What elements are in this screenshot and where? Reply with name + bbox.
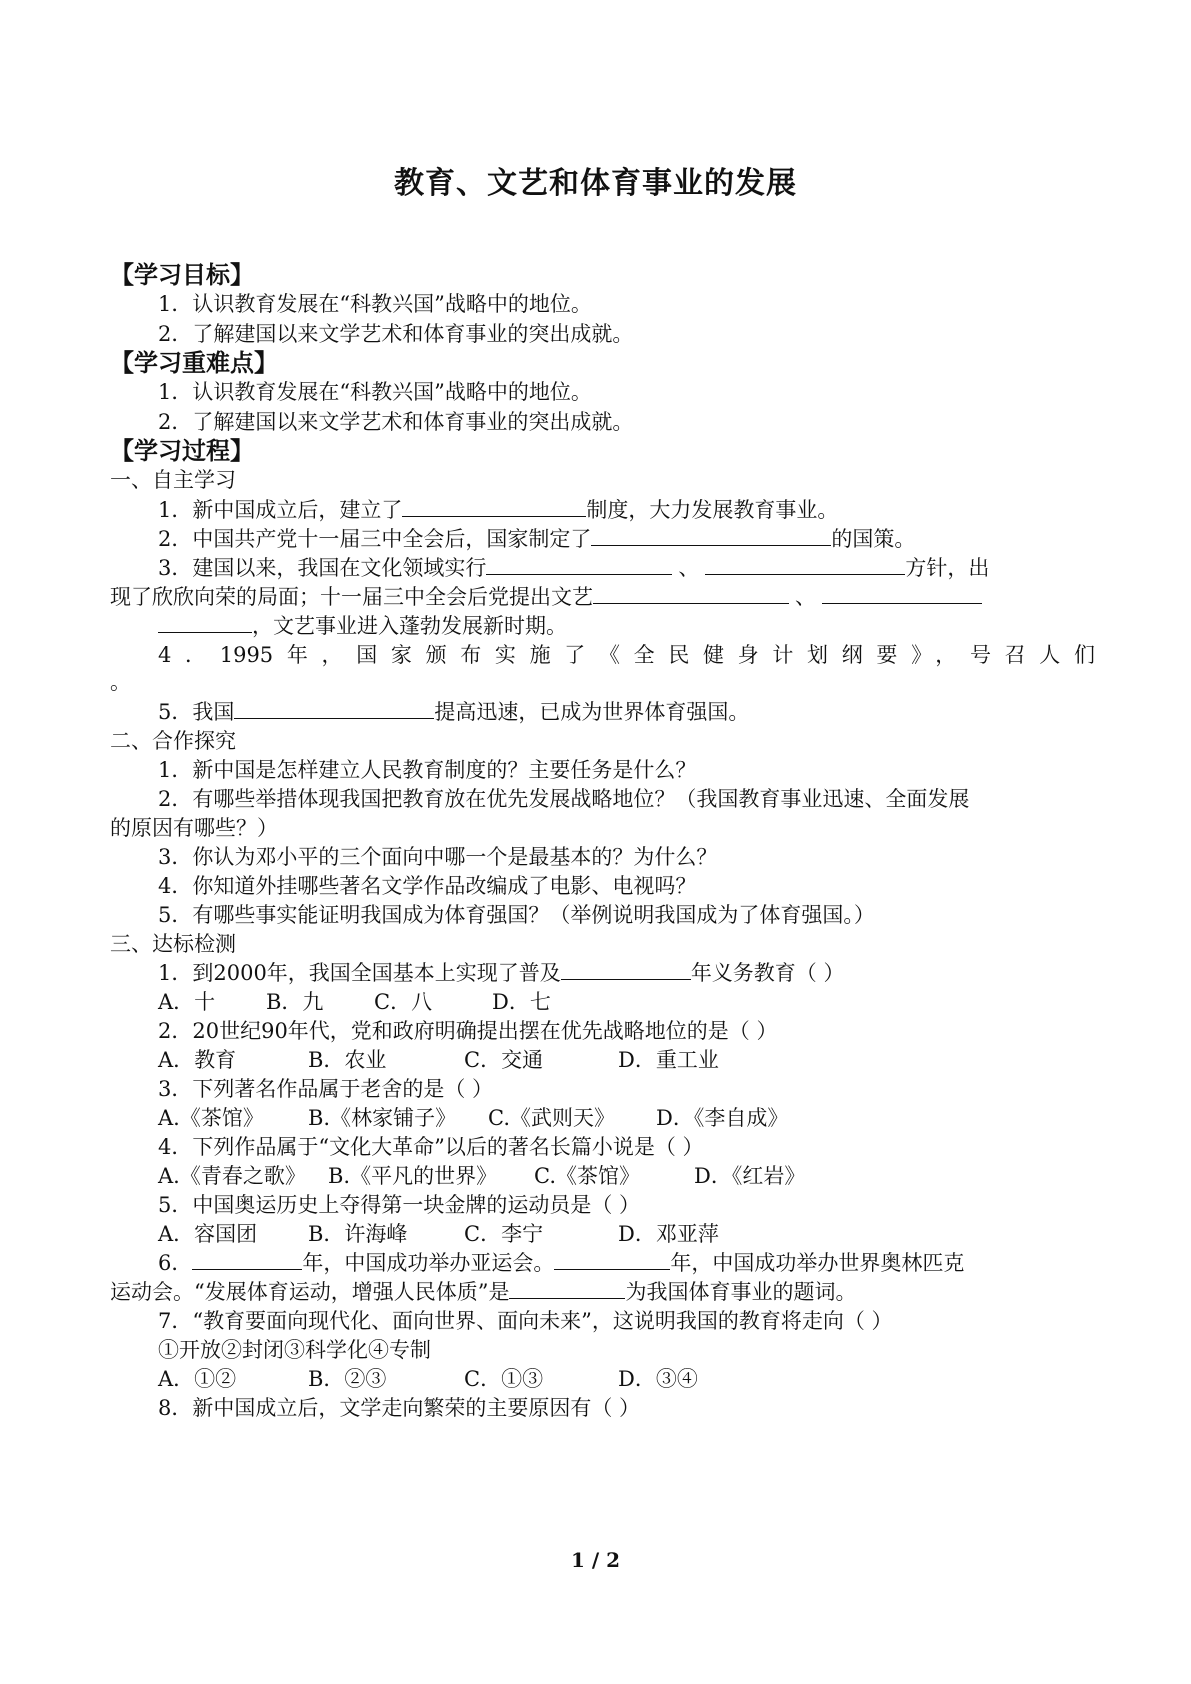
test-q6-text-a: 6． <box>158 1251 193 1275</box>
test-q7: 7．“教育要面向现代化、面向世界、面向未来”，这说明我国的教育将走向（ ） <box>158 1309 893 1333</box>
option-a[interactable]: A．容国团 <box>158 1222 258 1246</box>
self-study-q3-line1 <box>158 554 1095 582</box>
test-q7-choices: ①开放②封闭③科学化④专制 <box>158 1338 431 1362</box>
option-c[interactable]: C．①③ <box>464 1367 544 1391</box>
self-study-q2 <box>158 525 1095 553</box>
fill-blank[interactable] <box>234 698 434 719</box>
option-d[interactable]: D．《李自成》 <box>656 1106 789 1130</box>
self-study-q5-text-b: 提高迅速，已成为世界体育强国。 <box>434 700 750 724</box>
self-study-q3-line2 <box>110 583 1095 611</box>
self-study-q5-text-a: 5．我国 <box>158 700 235 724</box>
self-study-q3-line3 <box>158 612 1095 640</box>
section-heading-goals: 【学习目标】 <box>110 261 254 289</box>
test-q3: 3．下列著名作品属于老舍的是（ ） <box>158 1077 494 1101</box>
option-a[interactable]: A.《茶馆》 <box>158 1106 264 1130</box>
self-study-q3-text-a: 3．建国以来，我国在文化领域实行 <box>158 556 487 580</box>
self-study-q4-line2: 。 <box>110 670 131 694</box>
cooperative-q5: 5．有哪些事实能证明我国成为体育强国？（举例说明我国成为了体育强国。） <box>158 903 875 927</box>
section-heading-key-points: 【学习重难点】 <box>110 349 278 377</box>
test-q1 <box>158 959 1095 987</box>
option-c[interactable]: C.《茶馆》 <box>534 1164 640 1188</box>
self-study-q3-sep2: 、 <box>795 585 816 609</box>
fill-blank[interactable] <box>158 612 252 633</box>
cooperative-q1: 1．新中国是怎样建立人民教育制度的？主要任务是什么？ <box>158 758 697 782</box>
option-d[interactable]: D．《红岩》 <box>694 1164 806 1188</box>
fill-blank[interactable] <box>402 496 586 517</box>
option-b[interactable]: B．农业 <box>308 1048 387 1072</box>
test-q6-text-d: 运动会。“发展体育运动，增强人民体质”是 <box>110 1280 510 1304</box>
fill-blank[interactable] <box>705 554 905 575</box>
page-title: 教育、文艺和体育事业的发展 <box>394 166 797 201</box>
self-study-q2-text-a: 2．中国共产党十一届三中全会后，国家制定了 <box>158 527 592 551</box>
option-c[interactable]: C．李宁 <box>464 1222 544 1246</box>
option-b[interactable]: B．许海峰 <box>308 1222 408 1246</box>
test-q8: 8．新中国成立后，文学走向繁荣的主要原因有（ ） <box>158 1396 641 1420</box>
cooperative-q3: 3．你认为邓小平的三个面向中哪一个是最基本的？为什么？ <box>158 845 718 869</box>
goal-item-2: 2．了解建国以来文学艺术和体育事业的突出成就。 <box>158 322 634 346</box>
self-study-q4-line1: 4．1995年，国家颁布实施了《全民健身计划纲要》，号召人们 <box>158 643 1095 667</box>
self-study-q1 <box>158 496 1095 524</box>
fill-blank[interactable] <box>591 525 831 546</box>
test-q6-line1 <box>158 1249 1095 1277</box>
test-q6-line2 <box>110 1278 1095 1306</box>
option-c[interactable]: C.《武则天》 <box>488 1106 615 1130</box>
option-a[interactable]: A.《青春之歌》 <box>158 1164 306 1188</box>
self-study-q2-text-b: 的国策。 <box>831 527 916 551</box>
option-a[interactable]: A．十 <box>158 990 216 1014</box>
test-q6-text-c: 年，中国成功举办世界奥林匹克 <box>670 1251 965 1275</box>
section-heading-process: 【学习过程】 <box>110 437 254 465</box>
option-a[interactable]: A．①② <box>158 1367 237 1391</box>
goal-item-1: 1．认识教育发展在“科教兴国”战略中的地位。 <box>158 292 592 316</box>
test-heading: 三、达标检测 <box>110 932 236 956</box>
self-study-heading: 一、自主学习 <box>110 468 236 492</box>
option-b[interactable]: B.《林家铺子》 <box>308 1106 457 1130</box>
fill-blank[interactable] <box>192 1249 302 1270</box>
cooperative-q4: 4．你知道外挂哪些著名文学作品改编成了电影、电视吗？ <box>158 874 697 898</box>
fill-blank[interactable] <box>561 959 691 980</box>
self-study-q3-text-e: ，文艺事业进入蓬勃发展新时期。 <box>252 614 567 638</box>
test-q2: 2．20世纪90年代，党和政府明确提出摆在优先战略地位的是（ ） <box>158 1019 778 1043</box>
option-b[interactable]: B．②③ <box>308 1367 387 1391</box>
self-study-q3-sep: 、 <box>678 556 700 580</box>
option-a[interactable]: A．教育 <box>158 1048 237 1072</box>
option-d[interactable]: D．邓亚萍 <box>618 1222 719 1246</box>
self-study-q1-text-b: 制度，大力发展教育事业。 <box>586 498 839 522</box>
cooperative-q2-line2: 的原因有哪些？） <box>110 816 278 840</box>
option-d[interactable]: D．重工业 <box>618 1048 719 1072</box>
self-study-q1-text-a: 1．新中国成立后，建立了 <box>158 498 403 522</box>
option-d[interactable]: D．③④ <box>618 1367 698 1391</box>
option-b[interactable]: B.《平凡的世界》 <box>328 1164 498 1188</box>
test-q5: 5．中国奥运历史上夺得第一块金牌的运动员是（ ） <box>158 1193 641 1217</box>
test-q6-text-e: 为我国体育事业的题词。 <box>625 1280 857 1304</box>
cooperative-q2-line1: 2．有哪些举措体现我国把教育放在优先发展战略地位？（我国教育事业迅速、全面发展 <box>158 787 970 811</box>
key-point-item-1: 1．认识教育发展在“科教兴国”战略中的地位。 <box>158 380 592 404</box>
self-study-q3-text-b: 方针，出 <box>905 556 990 580</box>
option-d[interactable]: D．七 <box>492 990 551 1014</box>
test-q1-text-a: 1．到2000年，我国全国基本上实现了普及 <box>158 961 561 985</box>
fill-blank[interactable] <box>822 583 982 604</box>
cooperative-heading: 二、合作探究 <box>110 729 236 753</box>
option-c[interactable]: C．八 <box>374 990 433 1014</box>
fill-blank[interactable] <box>554 1249 670 1270</box>
self-study-q5 <box>158 698 1095 726</box>
self-study-q3-text-c: 现了欣欣向荣的局面；十一届三中全会后党提出文艺 <box>110 585 593 609</box>
fill-blank[interactable] <box>486 554 672 575</box>
fill-blank[interactable] <box>593 583 789 604</box>
test-q6-text-b: 年，中国成功举办亚运会。 <box>302 1251 555 1275</box>
test-q4: 4．下列作品属于“文化大革命”以后的著名长篇小说是（ ） <box>158 1135 704 1159</box>
key-point-item-2: 2．了解建国以来文学艺术和体育事业的突出成就。 <box>158 410 634 434</box>
page-number: 1 / 2 <box>570 1548 621 1572</box>
option-c[interactable]: C．交通 <box>464 1048 544 1072</box>
option-b[interactable]: B．九 <box>266 990 324 1014</box>
test-q1-text-b: 年义务教育（ ） <box>690 961 845 985</box>
fill-blank[interactable] <box>509 1278 625 1299</box>
